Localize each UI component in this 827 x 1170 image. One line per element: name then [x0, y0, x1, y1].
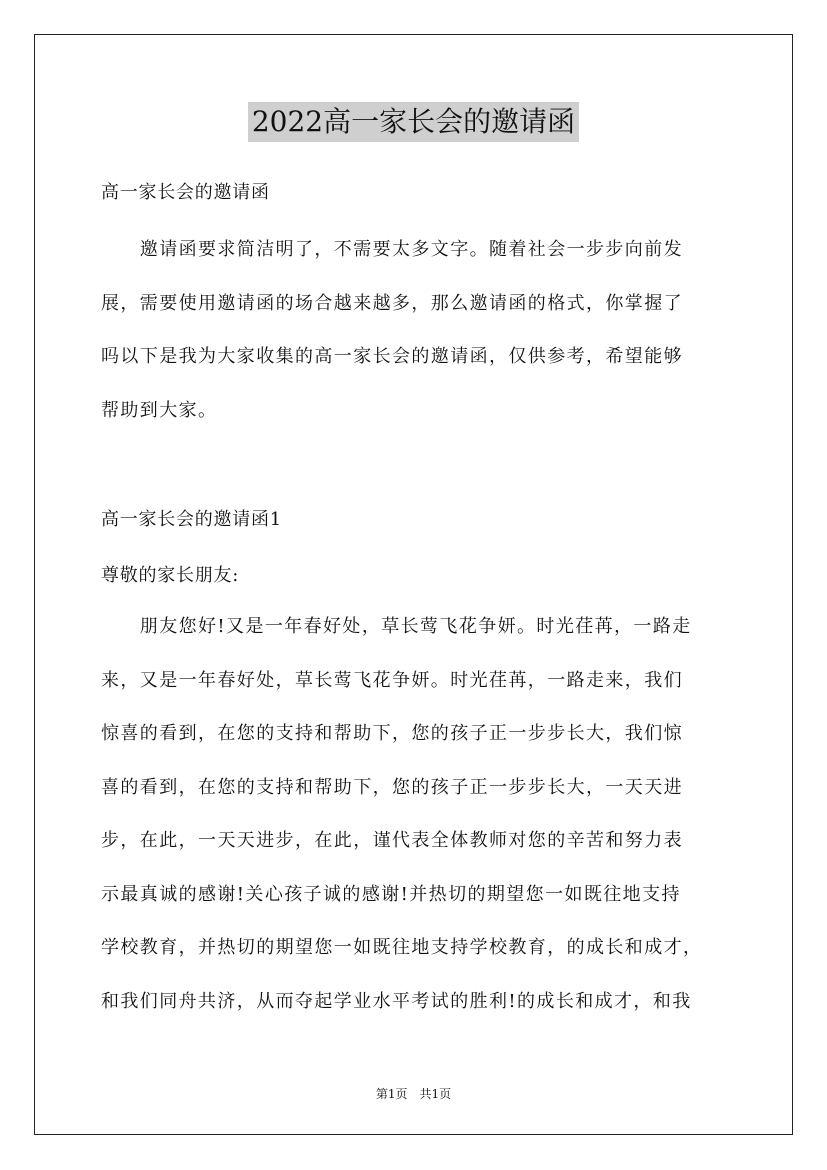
page-number: 第1页 共1页	[375, 1087, 452, 1101]
intro-line: 展，需要使用邀请函的场合越来越多，那么邀请函的格式，你掌握了	[101, 292, 683, 314]
document-title: 2022高一家长会的邀请函	[248, 102, 579, 142]
letter-body	[101, 615, 741, 1043]
body-line: 喜的看到，在您的支持和帮助下，您的孩子正一步步长大，一天天进	[101, 776, 683, 798]
body-line: 朋友您好!又是一年春好处，草长莺飞花争妍。时光荏苒，一路走	[101, 616, 692, 637]
intro-line: 帮助到大家。	[101, 399, 218, 421]
document-subtitle: 高一家长会的邀请函	[101, 182, 270, 203]
section-heading: 高一家长会的邀请函1	[101, 509, 282, 530]
body-line: 来，又是一年春好处，草长莺飞花争妍。时光荏苒，一路走来，我们	[101, 669, 683, 691]
salutation: 尊敬的家长朋友:	[101, 565, 240, 586]
intro-line: 吗以下是我为大家收集的高一家长会的邀请函，仅供参考，希望能够	[101, 346, 683, 367]
intro-line: 邀请函要求简洁明了，不需要太多文字。随着社会一步步向前发	[101, 239, 683, 260]
intro-paragraph	[101, 238, 741, 452]
body-line: 步，在此，一天天进步，在此，谨代表全体教师对您的辛苦和努力表	[101, 830, 683, 851]
body-line: 示最真诚的感谢!关心孩子诚的感谢!并热切的期望您一如既往地支持	[101, 883, 681, 905]
body-line: 和我们同舟共济，从而夺起学业水平考试的胜利!的成长和成才，和我	[101, 990, 692, 1012]
body-line: 学校教育，并热切的期望您一如既往地支持学校教育，的成长和成才，	[101, 937, 703, 958]
body-line: 惊喜的看到，在您的支持和帮助下，您的孩子正一步步长大，我们惊	[101, 723, 683, 744]
page-footer	[0, 1086, 827, 1102]
title-wrap	[0, 102, 827, 142]
